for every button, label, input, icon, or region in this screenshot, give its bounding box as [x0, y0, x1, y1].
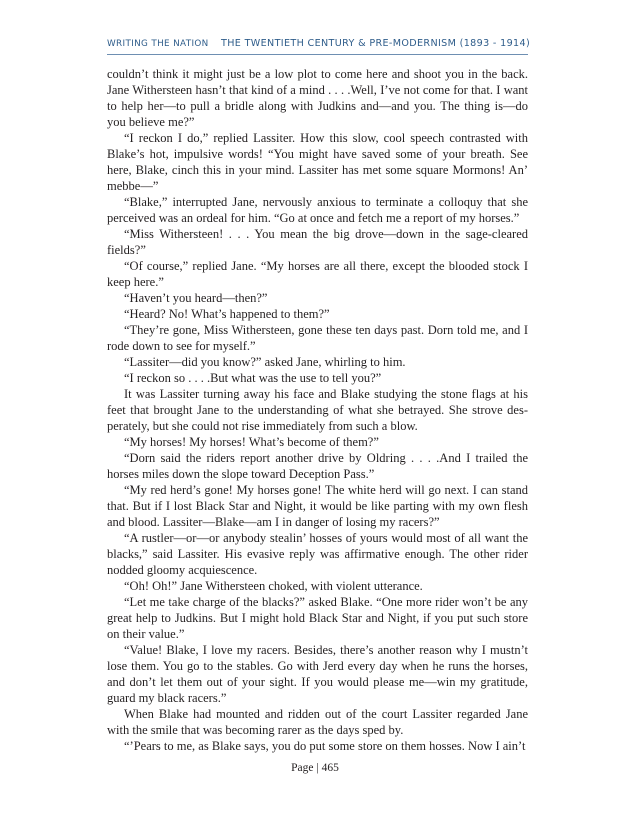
- paragraph: “’Pears to me, as Blake says, you do put some store on them hosses. Now I ain’t: [124, 739, 526, 753]
- page-body: [107, 66, 528, 754]
- paragraph: “My horses! My horses! What’s become of them?”: [124, 435, 379, 449]
- header-series-title: WRITING THE NATION: [107, 39, 209, 49]
- paragraph: “Heard? No! What’s happened to them?”: [124, 307, 330, 321]
- paragraph: “Oh! Oh!” Jane Withersteen choked, with violent utterance.: [124, 579, 423, 593]
- paragraph: “Blake,” interrupted Jane, nervously anxious to terminate a colloquy that she perceived was an ordeal for him. “Go at once and fetch me a report of my horses.”: [107, 195, 528, 225]
- paragraph: “Dorn said the riders report another drive by Oldring . . . .And I trailed the horses miles down the slope toward Deception Pass.”: [107, 451, 528, 481]
- paragraph: “Miss Withersteen! . . . You mean the big drove—down in the sage-cleared fields?”: [107, 227, 528, 257]
- paragraph: “My red herd’s gone! My horses gone! The white herd will go next. I can stand that. But if I lost Black Star and Night, it would be like parting with my own flesh and blood. Lassiter—Blake—am I in danger of losing my racers?”: [107, 483, 528, 529]
- header-divider: [107, 54, 528, 55]
- header-section-title: THE TWENTIETH CENTURY & PRE-MODERNISM (1893 - 1914): [221, 38, 531, 49]
- paragraph: “Let me take charge of the blacks?” asked Blake. “One more rider won’t be any great help to Judkins. But I might hold Black Star and Night, if you put such store on their value.”: [107, 595, 528, 641]
- paragraph: “Lassiter—did you know?” asked Jane, whirling to him.: [124, 355, 406, 369]
- paragraph: “A rustler—or—or anybody stealin’ hosses of yours would most of all want the blacks,” said Lassiter. His evasive reply was affirmative enough. The other rider nodded gloomy acquiescence.: [107, 531, 528, 577]
- paragraph: “Of course,” replied Jane. “My horses are all there, except the blooded stock I keep here.”: [107, 259, 528, 289]
- running-header: [107, 38, 531, 49]
- paragraph: “I reckon I do,” replied Lassiter. How this slow, cool speech contrasted with Blake’s hot, impulsive words! “You might have saved some of your breath. See here, Blake, cinch this in your mind. Lassiter has met some square Mormons! An’ mebbe—”: [107, 131, 528, 193]
- page-number: Page | 465: [291, 762, 339, 774]
- paragraph: couldn’t think it might just be a low plot to come here and shoot you in the back. Jane Withersteen hasn’t that kind of a mind . . . .Well, I’ve not come for that. I want to help her—to pull a bridle along with Judkins and—and you. The thing is—do you believe me?”: [107, 67, 528, 129]
- paragraph: “They’re gone, Miss Withersteen, gone these ten days past. Dorn told me, and I rode down to see for myself.”: [107, 323, 528, 353]
- paragraph: “Value! Blake, I love my racers. Besides, there’s another reason why I mustn’t lose them. You go to the stables. Go with Jerd every day when he runs the horses, and don’t let them out of your sight. If you would please me—win my gratitude, guard my black racers.”: [107, 643, 528, 705]
- paragraph: When Blake had mounted and ridden out of the court Lassiter regarded Jane with the smile that was becoming rarer as the days sped by.: [107, 707, 528, 737]
- paragraph: It was Lassiter turning away his face and Blake studying the stone flags at his feet that brought Jane to the understanding of what she betrayed. She strove desperately, but she could not rise immediately from such a blow.: [107, 387, 528, 433]
- paragraph: “Haven’t you heard—then?”: [124, 291, 268, 305]
- paragraph: “I reckon so . . . .But what was the use to tell you?”: [124, 371, 382, 385]
